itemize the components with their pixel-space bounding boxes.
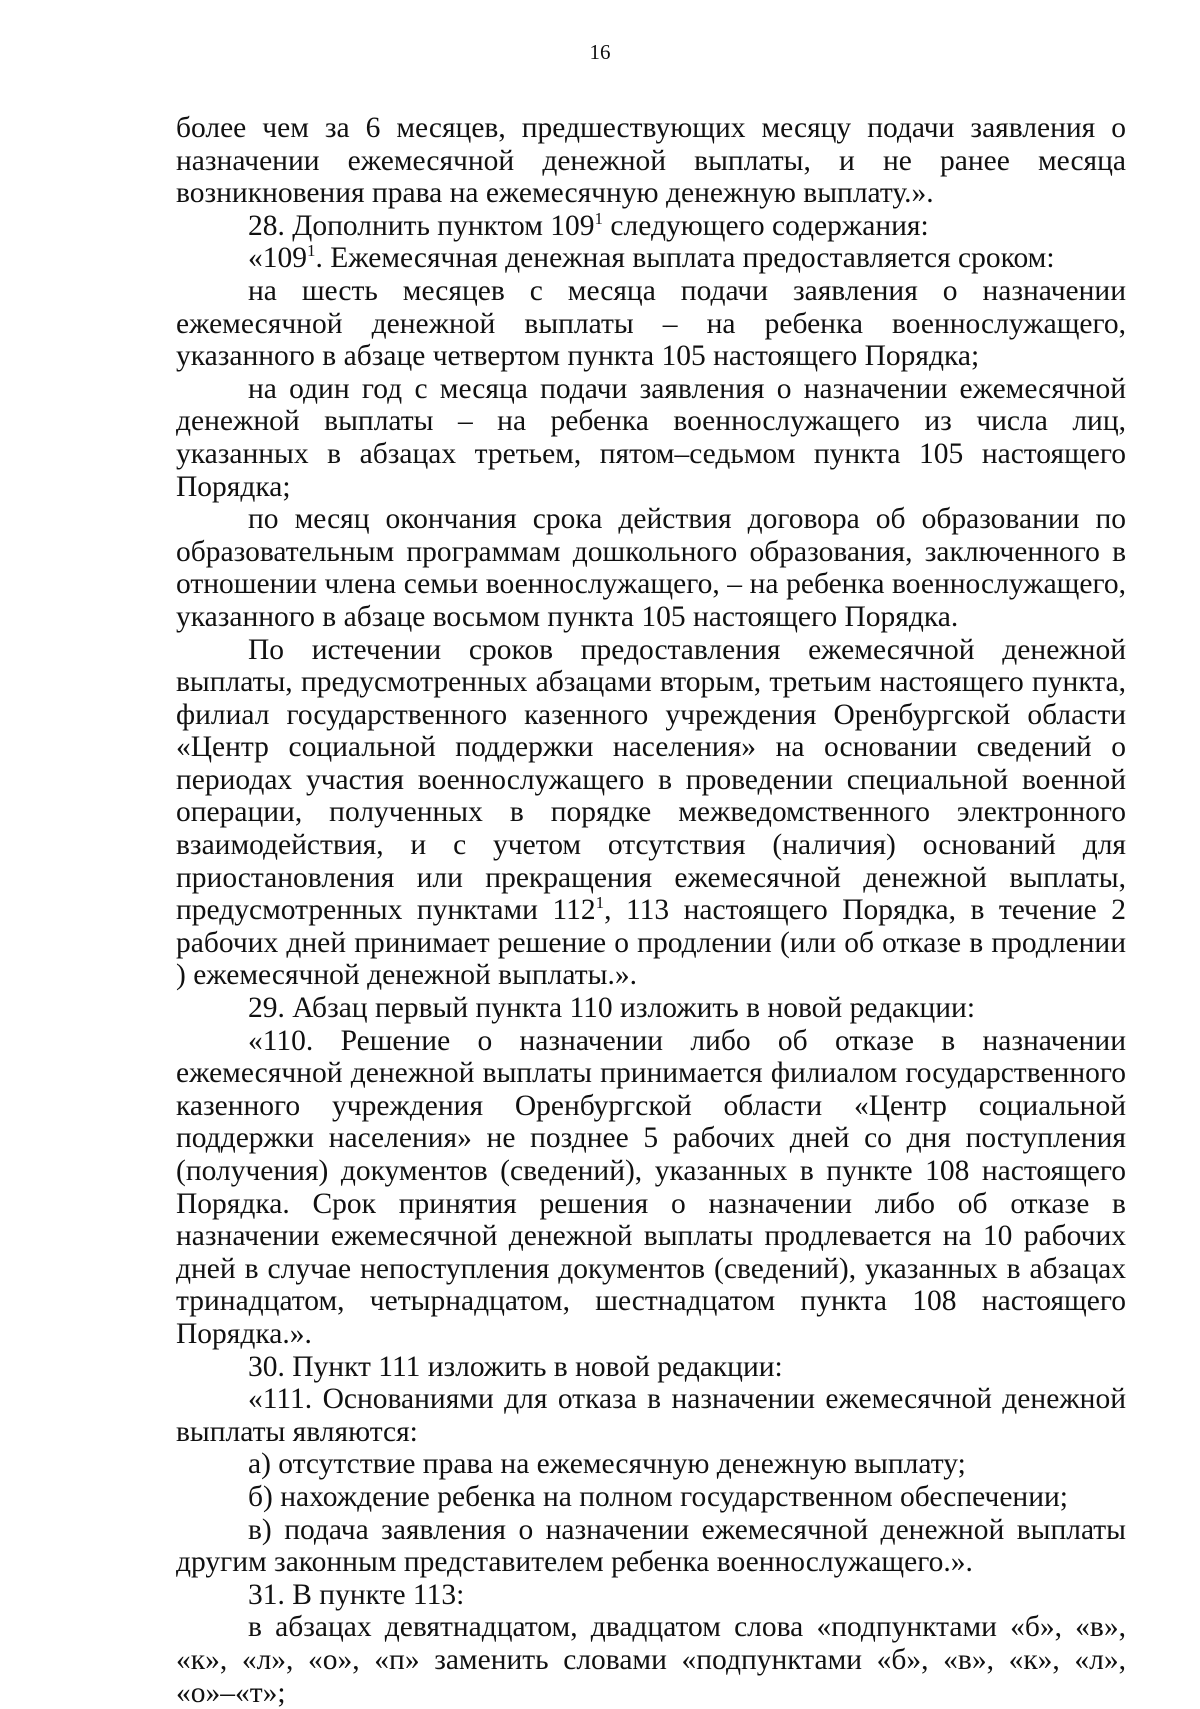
text-run: в абзацах девятнадцатом, двадцатом слова «подпунктами «б», «в», «к», «л», «о», «п» заменить словами «подпунктами «б», «в», «к», «л», «о»–«т»;	[176, 1611, 1126, 1709]
paragraph-p12	[176, 1448, 1126, 1481]
text-run: «111. Основаниями для отказа в назначении ежемесячной денежной выплаты являются:	[176, 1383, 1126, 1448]
paragraph-p8	[176, 992, 1126, 1025]
document-body	[176, 112, 1126, 1709]
paragraph-p2	[176, 210, 1126, 243]
text-run: 28. Дополнить пунктом 109	[248, 209, 595, 242]
paragraph-p7	[176, 634, 1126, 993]
page-number: 16	[589, 40, 611, 64]
paragraph-p10	[176, 1351, 1126, 1384]
text-run: . Ежемесячная денежная выплата предоставляется сроком:	[315, 242, 1055, 275]
superscript-index: 1	[307, 241, 316, 261]
paragraph-p14	[176, 1514, 1126, 1579]
text-run: , 113 настоящего Порядка, в течение 2 рабочих дней принимает решение о продлении (или об отказе в продлении ) ежемесячной денежной выплаты.».	[176, 894, 1126, 992]
text-run: 30. Пункт 111 изложить в новой редакции:	[248, 1350, 783, 1383]
text-run: б) нахождение ребенка на полном государственном обеспечении;	[248, 1480, 1068, 1513]
paragraph-p5	[176, 373, 1126, 503]
text-run: по месяц окончания срока действия договора об образовании по образовательным программам дошкольного образования, заключенного в отношении члена семьи военнослужащего, – на ребенка военнослужащего, указанного в абзаце восьмом пункта 105 настоящего Порядка.	[176, 503, 1126, 633]
paragraph-p16	[176, 1611, 1126, 1709]
paragraph-p6	[176, 503, 1126, 633]
text-run: 31. В пункте 113:	[248, 1578, 465, 1611]
text-run: 29. Абзац первый пункта 110 изложить в новой редакции:	[248, 992, 976, 1025]
paragraph-p11	[176, 1383, 1126, 1448]
superscript-index: 1	[594, 208, 604, 228]
paragraph-p9	[176, 1025, 1126, 1351]
paragraph-p1	[176, 112, 1126, 210]
text-run: на шесть месяцев с месяца подачи заявления о назначении ежемесячной денежной выплаты – на ребенка военнослужащего, указанного в абзаце четвертом пункта 105 настоящего Порядка;	[176, 274, 1126, 373]
text-run: на один год с месяца подачи заявления о назначении ежемесячной денежной выплаты – на ребенка военнослужащего из числа лиц, указанных в абзацах третьем, пятом–седьмом пункта 105 настоящего Порядка;	[176, 372, 1126, 503]
paragraph-p13	[176, 1481, 1126, 1514]
text-run: а) отсутствие права на ежемесячную денежную выплату;	[248, 1448, 966, 1481]
paragraph-p15	[176, 1579, 1126, 1612]
text-run: следующего содержания:	[603, 209, 929, 242]
text-run: более чем за 6 месяцев, предшествующих месяцу подачи заявления о назначении ежемесячной денежной выплаты, и не ранее месяца возникновения права на ежемесячную денежную выплату.».	[176, 112, 1126, 210]
text-run: в) подача заявления о назначении ежемесячной денежной выплаты другим законным представителем ребенка военнослужащего.».	[176, 1513, 1126, 1579]
superscript-index: 1	[595, 893, 605, 913]
text-run: «110. Решение о назначении либо об отказе в назначении ежемесячной денежной выплаты принимается филиалом государственного казенного учреждения Оренбургской области «Центр социальной поддержки населения» не позднее 5 рабочих дней со дня поступления (получения) документов (сведений), указанных в пункте 108 настоящего Порядка. Срок принятия решения о назначении либо об отказе в назначении ежемесячной денежной выплаты продлевается на 10 рабочих дней в случае непоступления документов (сведений), указанных в абзацах тринадцатом, четырнадцатом, шестнадцатом пункта 108 настоящего Порядка.».	[176, 1024, 1126, 1350]
paragraph-p3	[176, 242, 1126, 275]
paragraph-p4	[176, 275, 1126, 373]
text-run: По истечении сроков предоставления ежемесячной денежной выплаты, предусмотренных абзацами вторым, третьим настоящего пункта, филиал государственного казенного учреждения Оренбургской области «Центр социальной поддержки населения» на основании сведений о периодах участия военнослужащего в проведении специальной военной операции, полученных в порядке межведомственного электронного взаимодействия, и с учетом отсутствия (наличия) оснований для приостановления или прекращения ежемесячной денежной выплаты, предусмотренных пунктами 112	[176, 633, 1126, 927]
text-run: «109	[248, 242, 307, 275]
